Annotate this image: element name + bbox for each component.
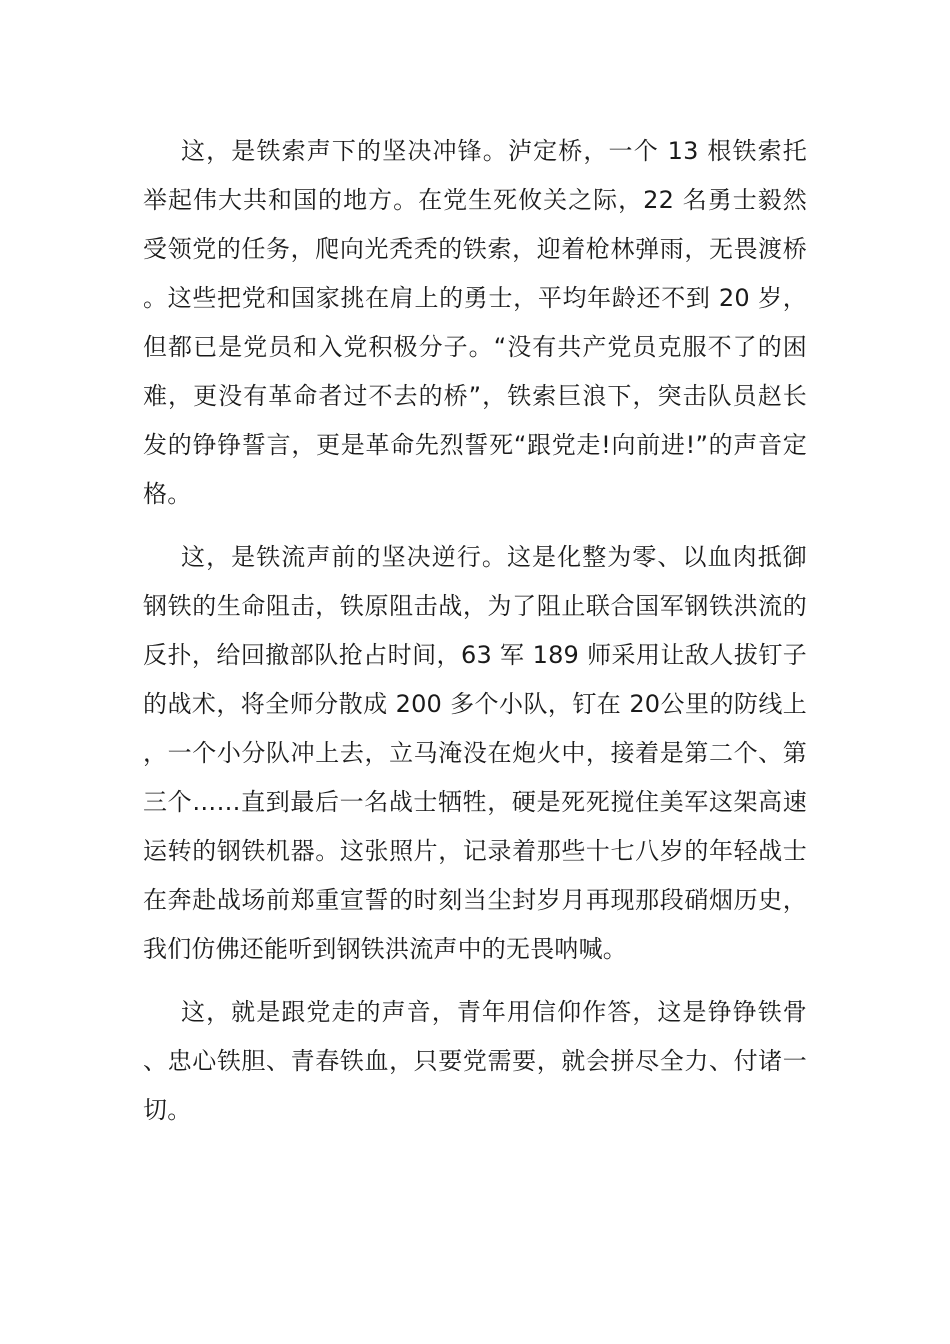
document-body	[143, 127, 807, 1149]
paragraph-tiewon-battle: 这，是铁流声前的坚决逆行。这是化整为零、以血肉抵御钢铁的生命阻击，铁原阻击战，为了阻止联合国军钢铁洪流的反扑，给回撤部队抢占时间，63 军 189 师采用让敌人拔钉子的战术，将全师分散成 200 多个小队，钉在 20公里的防线上，一个小分队冲上去，立马淹没在炮火中，接着是第二个、第三个……直到最后一名战士牺牲，硬是死死搅住美军这架高速运转的钢铁机器。这张照片，记录着那些十七八岁的年轻战士在奔赴战场前郑重宣誓的时刻当尘封岁月再现那段硝烟历史，我们仿佛还能听到钢铁洪流声中的无畏呐喊。	[143, 543, 807, 963]
paragraph-luding-bridge: 这，是铁索声下的坚决冲锋。泸定桥，一个 13 根铁索托举起伟大共和国的地方。在党生死攸关之际，22 名勇士毅然受领党的任务，爬向光秃秃的铁索，迎着枪林弹雨，无畏渡桥。这些把党和国家挑在肩上的勇士，平均年龄还不到 20 岁，但都已是党员和入党积极分子。“没有共产党员克服不了的困难，更没有革命者过不去的桥”，铁索巨浪下，突击队员赵长发的铮铮誓言，更是革命先烈誓死“跟党走!向前进!”的声音定格。	[143, 137, 807, 508]
paragraph-follow-the-party: 这，就是跟党走的声音，青年用信仰作答，这是铮铮铁骨、忠心铁胆、青春铁血，只要党需要，就会拼尽全力、付诸一切。	[143, 998, 807, 1124]
